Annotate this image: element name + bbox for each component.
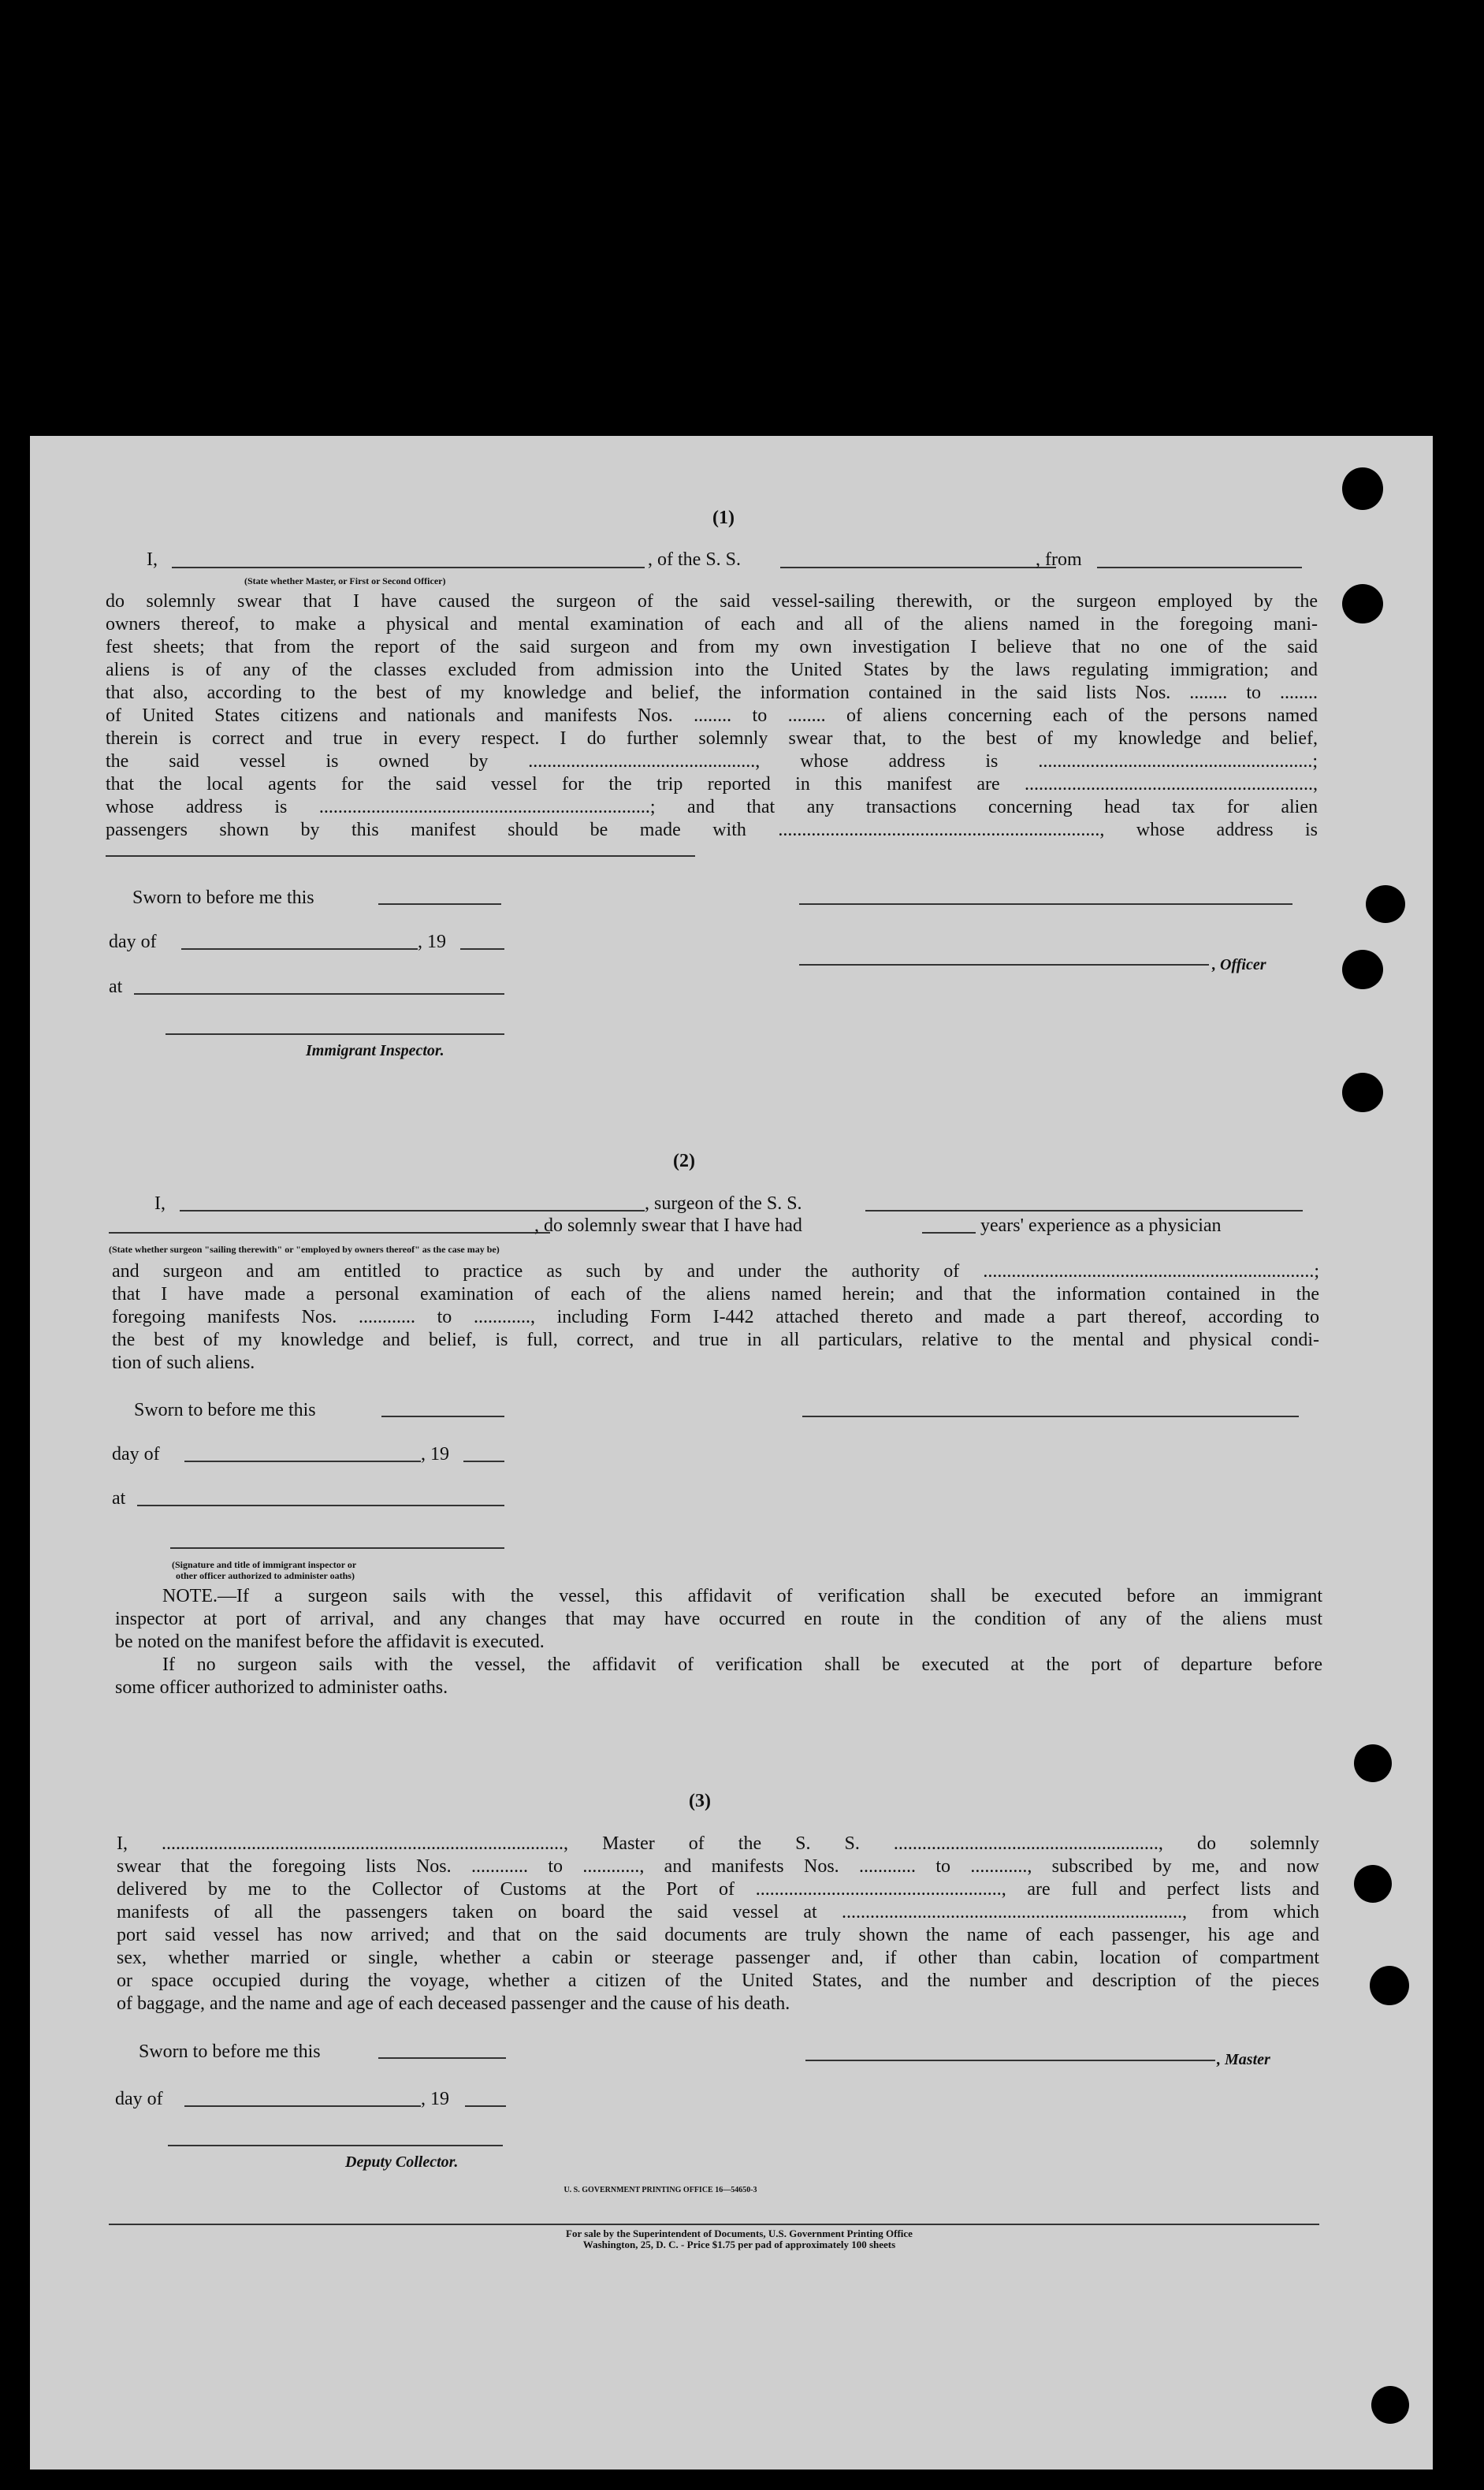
s2note-line: If no surgeon sails with the vessel, the affidavit of verification shall be executed at the port of departure before xyxy=(162,1654,1322,1675)
section-1-year-line xyxy=(460,948,504,950)
officer-rank-note: (State whether Master, or First or Second Officer) xyxy=(244,575,446,586)
surgeon-swear-label: , do solemnly swear that I have had xyxy=(534,1215,802,1236)
punch-hole-1 xyxy=(1342,467,1383,510)
surgeon-status-line xyxy=(109,1232,550,1234)
s3para-line: manifests of all the passengers taken on board the said vessel at ........................................................................, from which xyxy=(117,1902,1319,1922)
officer-signature-line xyxy=(799,964,1209,966)
section-1-signature-line xyxy=(799,903,1292,905)
surgeon-name-line xyxy=(180,1210,645,1212)
section-2-signature-line xyxy=(802,1416,1299,1417)
section-1-number: (1) xyxy=(712,508,735,528)
s1para-line: passengers shown by this manifest should be made with ...................................................................., whose address is xyxy=(106,820,1318,840)
section-2-inspector-line xyxy=(170,1547,504,1549)
section-3-number: (3) xyxy=(689,1791,711,1811)
s1para-line: the said vessel is owned by ................................................, whose address is ..........................................................; xyxy=(106,751,1318,772)
master-label: , Master xyxy=(1217,2051,1270,2068)
s2note-line: be noted on the manifest before the affidavit is executed. xyxy=(115,1632,545,1652)
punch-hole-9 xyxy=(1371,2386,1409,2424)
deputy-collector-label: Deputy Collector. xyxy=(345,2153,459,2171)
section-3-year: , 19 xyxy=(421,2089,449,2109)
section-3-day-of: day of xyxy=(115,2089,163,2109)
s1para-line: therein is correct and true in every respect. I do further solemnly swear that, to the best of my knowledge and belief, xyxy=(106,728,1318,749)
s1para-line: of United States citizens and nationals and manifests Nos. ........ to ........ of aliens concerning each of the persons named xyxy=(106,705,1318,726)
surgeon-status-note: (State whether surgeon "sailing therewith" or "employed by owners thereof" as the case may be) xyxy=(109,1244,500,1255)
s2note-line: some officer authorized to administer oaths. xyxy=(115,1677,448,1698)
sale-notice-line-2: Washington, 25, D. C. - Price $1.75 per pad of approximately 100 sheets xyxy=(582,2239,896,2250)
section-1-year: , 19 xyxy=(418,932,446,952)
section-1-day-of: day of xyxy=(109,932,157,952)
from-label: , from xyxy=(1036,549,1082,570)
section-2-at-line xyxy=(137,1505,504,1506)
punch-hole-6 xyxy=(1354,1744,1392,1782)
section-2-year: , 19 xyxy=(421,1444,449,1465)
punch-hole-4 xyxy=(1342,950,1383,989)
surgeon-of-ss-label: , surgeon of the S. S. xyxy=(645,1193,802,1214)
inspector-signature-line xyxy=(166,1033,504,1035)
section-1-sworn: Sworn to before me this xyxy=(132,888,314,908)
s3para-line: I, ....................................................................................., Master of the S. S. ........................................................, do solemnly xyxy=(117,1833,1319,1854)
section-2-sworn-line xyxy=(381,1416,504,1417)
punch-hole-7 xyxy=(1354,1865,1392,1903)
s3para-line: port said vessel has now arrived; and that on the said documents are truly shown the name of each passenger, his age and xyxy=(117,1925,1319,1945)
signature-title-note-1: (Signature and title of immigrant inspector or xyxy=(172,1559,357,1570)
s1para-line: that also, according to the best of my knowledge and belief, the information contained in the said lists Nos. ........ to ........ xyxy=(106,683,1318,703)
s2para-line: that I have made a personal examination of each of the aliens named herein; and that the information contained in the xyxy=(112,1284,1319,1305)
section-2-i: I, xyxy=(154,1193,166,1214)
s3para-line: of baggage, and the name and age of each deceased passenger and the cause of his death. xyxy=(117,1993,790,2014)
section-1-at: at xyxy=(109,977,123,997)
ship-name-line xyxy=(780,567,1056,568)
section-1-sworn-line xyxy=(378,903,501,905)
section-2-year-line xyxy=(463,1461,504,1462)
section-2-sworn: Sworn to before me this xyxy=(134,1400,316,1420)
form-page xyxy=(30,436,1433,2470)
deputy-collector-line xyxy=(168,2145,503,2146)
s1para-line: aliens is of any of the classes excluded from admission into the United States by the laws regulating immigration; and xyxy=(106,660,1318,680)
s2para-line: tion of such aliens. xyxy=(112,1353,255,1373)
s3para-line: sex, whether married or single, whether a cabin or steerage passenger and, if other than cabin, location of compartment xyxy=(117,1948,1319,1968)
punch-hole-3 xyxy=(1366,885,1405,923)
gpo-imprint: U. S. GOVERNMENT PRINTING OFFICE 16—54650-3 xyxy=(563,2186,757,2194)
address-continuation-line xyxy=(106,855,695,857)
section-2-at: at xyxy=(112,1488,126,1509)
s1para-line: fest sheets; that from the report of the said surgeon and from my own investigation I believe that no one of the said xyxy=(106,637,1318,657)
punch-hole-5 xyxy=(1342,1073,1383,1112)
section-2-day-line xyxy=(184,1461,421,1462)
master-signature-line xyxy=(805,2060,1215,2061)
section-2-number: (2) xyxy=(673,1151,695,1171)
signature-title-note-2: other officer authorized to administer oaths) xyxy=(176,1570,355,1581)
s1para-line: owners thereof, to make a physical and mental examination of each and all of the aliens named in the foregoing mani- xyxy=(106,614,1318,635)
years-label: years' experience as a physician xyxy=(980,1215,1222,1236)
s1para-line: do solemnly swear that I have caused the surgeon of the said vessel-sailing therewith, or the surgeon employed by the xyxy=(106,591,1318,612)
footer-rule xyxy=(109,2224,1319,2225)
officer-label: , Officer xyxy=(1212,956,1266,973)
officer-rank-line xyxy=(172,567,645,568)
s1para-line: that the local agents for the said vessel for the trip reported in this manifest are ............................................................., xyxy=(106,774,1318,795)
of-ss-label: , of the S. S. xyxy=(648,549,742,570)
s3para-line: swear that the foregoing lists Nos. ............ to ............, and manifests Nos. ............ to ............, subscribed by me, and now xyxy=(117,1856,1319,1877)
s3para-line: or space occupied during the voyage, whether a citizen of the United States, and the number and description of the pieces xyxy=(117,1971,1319,1991)
s1para-line: whose address is ......................................................................; and that any transactions concerning head tax for alien xyxy=(106,797,1318,817)
s2note-line: NOTE.—If a surgeon sails with the vessel, this affidavit of verification shall be executed before an immigrant xyxy=(162,1586,1322,1606)
section-1-at-line xyxy=(134,993,504,995)
section-3-year-line xyxy=(465,2105,506,2107)
section-1-i: I, xyxy=(147,549,158,570)
s2para-line: the best of my knowledge and belief, is full, correct, and true in all particulars, relative to the mental and physical condi- xyxy=(112,1330,1319,1350)
immigrant-inspector-label: Immigrant Inspector. xyxy=(306,1042,444,1059)
section-3-day-line xyxy=(184,2105,421,2107)
punch-hole-8 xyxy=(1370,1966,1409,2005)
surgeon-ship-line xyxy=(865,1210,1303,1212)
sale-notice-line-1: For sale by the Superintendent of Documents, U.S. Government Printing Office xyxy=(566,2228,913,2239)
section-3-sworn: Sworn to before me this xyxy=(139,2042,321,2062)
s2para-line: and surgeon and am entitled to practice as such by and under the authority of ......................................................................; xyxy=(112,1261,1319,1282)
from-port-line xyxy=(1097,567,1302,568)
s2para-line: foregoing manifests Nos. ............ to ............, including Form I-442 attached thereto and made a part thereof, according to xyxy=(112,1307,1319,1327)
section-2-day-of: day of xyxy=(112,1444,160,1465)
years-line xyxy=(922,1232,976,1234)
s3para-line: delivered by me to the Collector of Customs at the Port of ...................................................., are full and perfect lists and xyxy=(117,1879,1319,1900)
section-3-sworn-line xyxy=(378,2057,506,2059)
s2note-line: inspector at port of arrival, and any changes that may have occurred en route in the condition of any of the aliens must xyxy=(115,1609,1322,1629)
punch-hole-2 xyxy=(1342,584,1383,623)
section-1-day-line xyxy=(181,948,418,950)
